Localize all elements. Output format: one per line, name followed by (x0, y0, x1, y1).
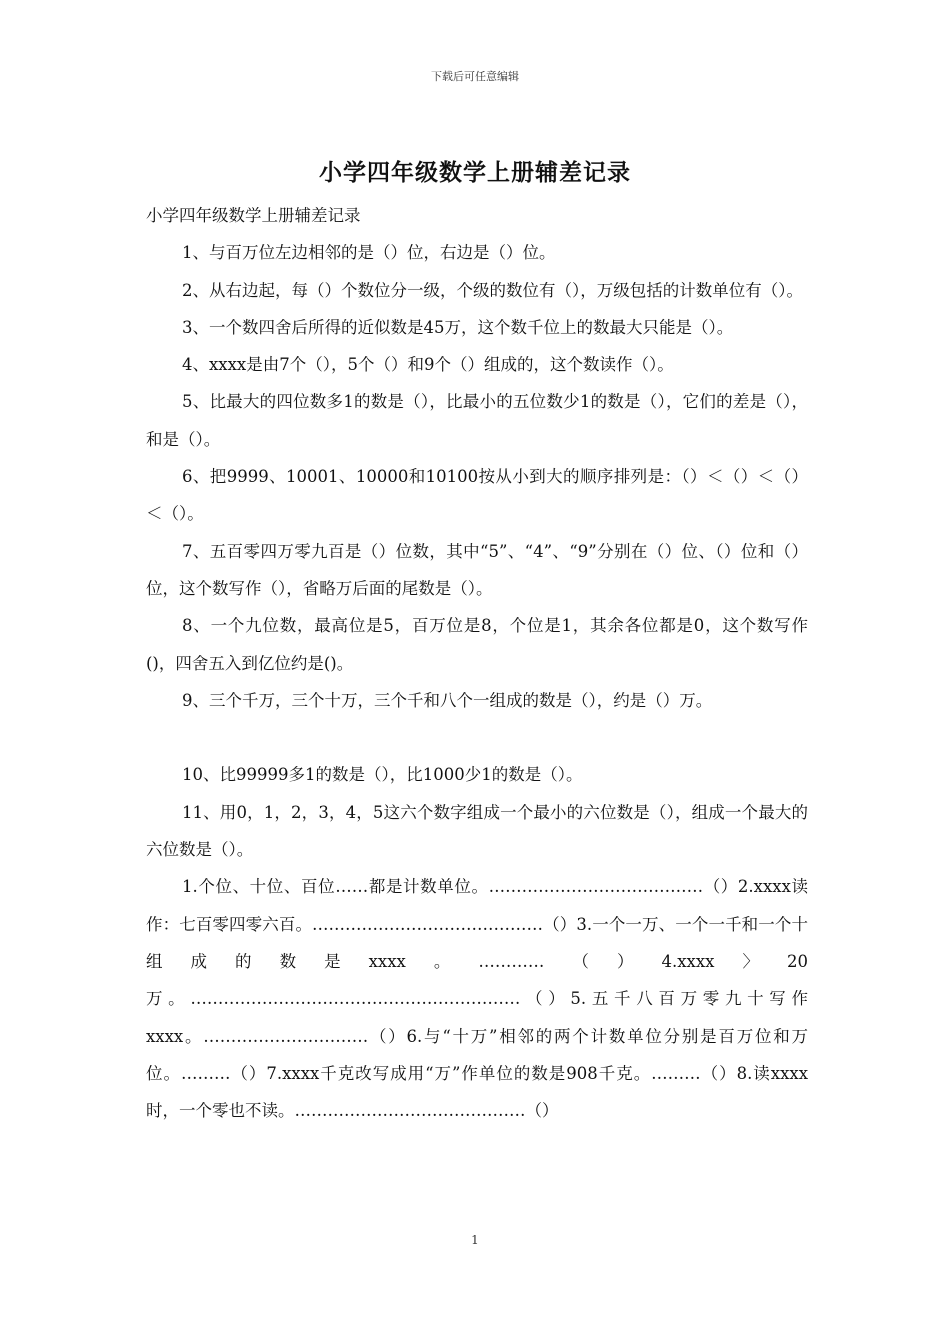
question-7: 7、五百零四万零九百是（）位数，其中“5”、“4”、“9”分别在（）位、（）位和（）位，这个数写作（），省略万后面的尾数是（）。 (146, 541, 808, 598)
question-4: 4、xxxx是由7个（），5个（）和9个（）组成的，这个数读作（）。 (182, 355, 674, 375)
question-5: 5、比最大的四位数多1的数是（），比最小的五位数少1的数是（），它们的差是（），和是（）。 (146, 392, 808, 449)
document-title: 小学四年级数学上册辅差记录 (319, 159, 631, 186)
subtitle: 小学四年级数学上册辅差记录 (146, 206, 361, 225)
question-3: 3、一个数四舍后所得的近似数是45万，这个数千位上的数最大只能是（）。 (182, 317, 734, 337)
question-1: 1、与百万位左边相邻的是（）位，右边是（）位。 (182, 243, 556, 263)
question-9: 9、三个千万，三个十万，三个千和八个一组成的数是（），约是（）万。 (182, 690, 713, 710)
question-6: 6、把9999、10001、10000和10100按从小到大的顺序排列是：（）＜（）＜（）＜（）。 (146, 467, 808, 524)
question-11: 11、用0，1，2，3，4，5这六个数字组成一个最小的六位数是（），组成一个最大的六位数是（）。 (146, 802, 808, 860)
question-2: 2、从右边起，每（）个数位分一级，个级的数位有（），万级包括的计数单位有（）。 (182, 280, 803, 300)
document-body (146, 197, 808, 1129)
question-8: 8、一个九位数，最高位是5，百万位是8，个位是1，其余各位都是0，这个数写作()，四舍五入到亿位约是()。 (146, 616, 808, 673)
page-number: 1 (471, 1233, 479, 1247)
page-header: 下载后可任意编辑 (431, 70, 519, 83)
judgement-questions: 1.个位、十位、百位……都是计数单位。…………………………………（）2.xxxx读作：七百零四零六百。……………………………………（）3.一个一万、一个一千和一个十组成的数是xxxx。…………（）4.xxxx〉20万。……………………………………………………（）5.五千八百万零九十写作xxxx。…………………………（）6.与“十万”相邻的两个计数单位分别是百万位和万位。………（）7.xxxx千克改写成用“万”作单位的数是908千克。………（）8.读xxxx时，一个零也不读。……………………………………（） (146, 877, 808, 1121)
question-10: 10、比99999多1的数是（），比1000少1的数是（）。 (182, 765, 583, 785)
blank-line (146, 719, 808, 756)
